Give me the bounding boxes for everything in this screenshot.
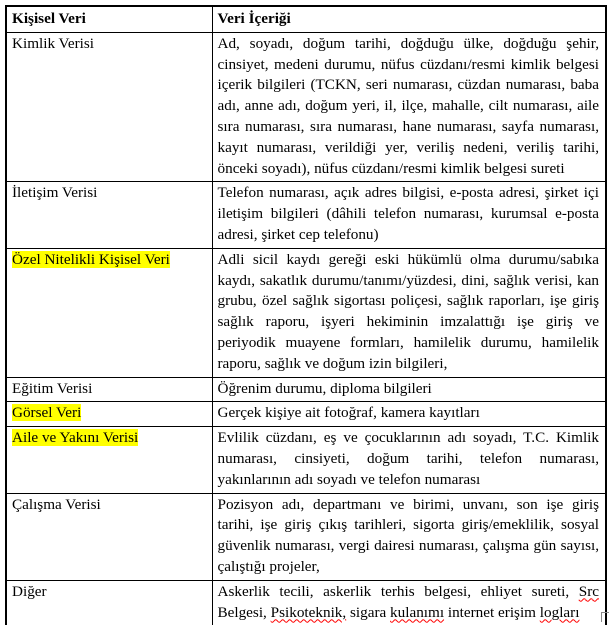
label-cell-kimlik[interactable] <box>6 32 212 182</box>
label-cell-egitim[interactable] <box>6 377 212 402</box>
header-cell-veri-icerigi[interactable] <box>212 6 606 32</box>
header-label-col1: Kişisel Veri <box>12 10 86 27</box>
table-header-row <box>6 6 606 32</box>
row-content-part: internet erişim <box>444 603 540 621</box>
table-row-egitim <box>6 377 606 402</box>
content-cell-iletisim[interactable] <box>212 182 606 248</box>
header-cell-kisisel-veri[interactable] <box>6 6 212 32</box>
row-label-highlighted: Görsel Veri <box>12 404 82 422</box>
row-content-part: Belgesi, <box>217 603 271 621</box>
row-content: Adli sicil kaydı gereği eski hükümlü olma durumu/sabıka kaydı, sakatlık durumu/tanımı/yüzdesi, dini, sağlık verisi, kan grubu, özel sağlık sigortası poliçesi, sağlık raporları, işe giriş sağlık raporu, işyeri hekiminin imzalattığı işe giriş ve periyodik muayene formları, hamilelik durumu, hamilelik raporu, sağlık ve doğum izin bilgileri, <box>217 250 599 372</box>
label-cell-calisma[interactable] <box>6 493 212 580</box>
row-label: Kimlik Verisi <box>12 34 94 52</box>
content-cell-egitim[interactable] <box>212 377 606 402</box>
row-content-part: sigara <box>346 603 391 621</box>
label-cell-iletisim[interactable] <box>6 182 212 248</box>
table-row-calisma <box>6 493 606 580</box>
table-resize-handle[interactable] <box>601 612 609 622</box>
row-label: Çalışma Verisi <box>12 495 101 513</box>
personal-data-table <box>5 5 607 625</box>
row-label: İletişim Verisi <box>12 184 98 202</box>
label-cell-gorsel[interactable] <box>6 402 212 427</box>
content-cell-aile[interactable] <box>212 427 606 493</box>
table-row-aile <box>6 427 606 493</box>
row-label: Diğer <box>12 582 47 600</box>
content-cell-ozel-nitelikli[interactable] <box>212 248 606 377</box>
misspelled-word: Psikoteknik, <box>270 603 347 621</box>
row-content: Telefon numarası, açık adres bilgisi, e-posta adresi, şirket içi iletişim bilgileri (dâhili telefon numarası, kurumsal e-posta adresi, şirket cep telefonu) <box>217 184 599 243</box>
row-content: Ad, soyadı, doğum tarihi, doğduğu ülke, doğduğu şehir, cinsiyet, medeni durumu, nüfus cüzdanı/resmi kimlik belgesi içerik bilgileri (TCKN, seri numarası, cüzdan numarası, baba adı, anne adı, doğum yeri, il, ilçe, mahalle, cilt numarası, aile sıra numarası, sıra numarası, hane numarası, sayfa numarası, kayıt numarası, verildiği yer, veriliş nedeni, veriliş tarihi, önceki soyadı), nüfus cüzdanı/resmi kimlik belgesi sureti <box>217 34 599 177</box>
row-content: Gerçek kişiye ait fotoğraf, kamera kayıtları <box>217 404 480 422</box>
misspelled-word: kulanımı <box>390 603 445 621</box>
row-content: Pozisyon adı, departmanı ve birimi, unvanı, son işe giriş tarihi, işe giriş çıkış tarihleri, sigorta giriş/emeklilik, sosyal güvenlik numarası, vergi dairesi numarası, çalışma gün sayısı, çalıştığı projeler, <box>217 495 599 575</box>
misspelled-word: Src <box>578 582 599 600</box>
table-row-diger <box>6 580 606 625</box>
label-cell-diger[interactable] <box>6 580 212 625</box>
content-cell-gorsel[interactable] <box>212 402 606 427</box>
table-row-iletisim <box>6 182 606 248</box>
misspelled-word: logları <box>539 603 580 621</box>
row-content: Evlilik cüzdanı, eş ve çocuklarının adı soyadı, T.C. Kimlik numarası, cinsiyeti, doğum tarihi, telefon numarası, yakınlarının adı soyadı ve telefon numarası <box>217 429 599 488</box>
content-cell-calisma[interactable] <box>212 493 606 580</box>
table-row-gorsel <box>6 402 606 427</box>
content-cell-kimlik[interactable] <box>212 32 606 182</box>
header-label-col2: Veri İçeriği <box>217 10 291 27</box>
row-label-highlighted: Özel Nitelikli Kişisel Veri <box>12 250 170 268</box>
row-label-highlighted: Aile ve Yakını Verisi <box>12 429 139 447</box>
row-content: Öğrenim durumu, diploma bilgileri <box>217 379 432 397</box>
row-label: Eğitim Verisi <box>12 379 93 397</box>
label-cell-aile[interactable] <box>6 427 212 493</box>
table-row-ozel-nitelikli <box>6 248 606 377</box>
row-content-part: Askerlik tecili, askerlik terhis belgesi, ehliyet sureti, <box>217 582 579 600</box>
label-cell-ozel-nitelikli[interactable] <box>6 248 212 377</box>
table-row-kimlik <box>6 32 606 182</box>
content-cell-diger[interactable] <box>212 580 606 625</box>
